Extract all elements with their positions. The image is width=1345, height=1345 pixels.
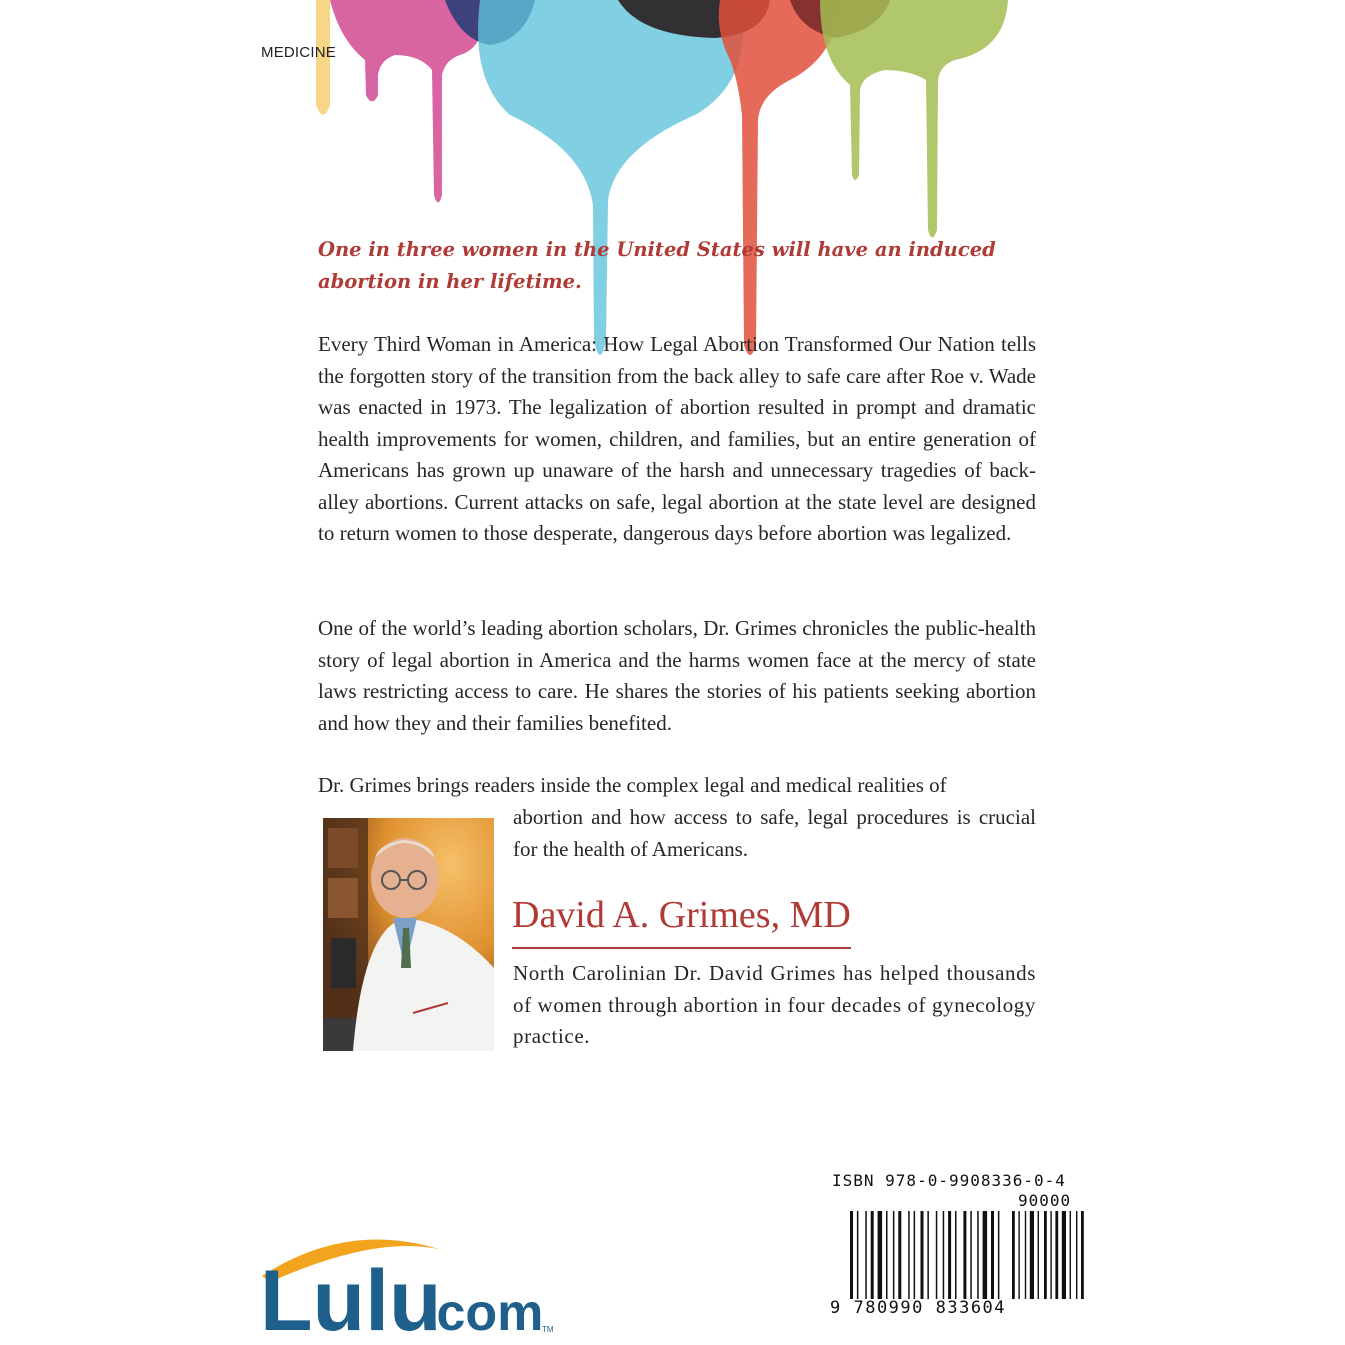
author-name-underline bbox=[512, 947, 851, 949]
author-name: David A. Grimes, MD bbox=[512, 894, 851, 936]
description-paragraph-3-intro: Dr. Grimes brings readers inside the complex legal and medical realities of bbox=[318, 773, 947, 797]
paint-drips-artwork bbox=[0, 0, 1345, 380]
price-code: 90000 bbox=[1018, 1191, 1072, 1210]
author-bio: North Carolinian Dr. David Grimes has helped thousands of women through abortion in four decades of gynecology practice. bbox=[513, 961, 1036, 1048]
isbn-label: ISBN 978-0-9908336-0-4 bbox=[832, 1171, 1066, 1190]
lulu-logo-trademark: TM bbox=[542, 1325, 554, 1334]
tagline: One in three women in the United States will have an induced abortion in her lifetime. bbox=[318, 238, 996, 293]
lulu-logo-suffix: .com bbox=[422, 1284, 544, 1338]
drip-magenta bbox=[330, 0, 483, 203]
isbn-barcode bbox=[848, 1211, 1088, 1299]
barcode-digits: 9 780990 833604 bbox=[830, 1298, 1007, 1318]
drip-green bbox=[820, 0, 1008, 238]
description-paragraph-3-rest: abortion and how access to safe, legal procedures is crucial for the health of Americans. bbox=[513, 805, 1036, 861]
drip-cyan bbox=[478, 0, 743, 355]
description-paragraph-2: One of the world’s leading abortion scholars, Dr. Grimes chronicles the public-health story of legal abortion in America and the harms women face at the mercy of state laws restricting access to care. He shares the stories of his patients seeking abortion and how they and their families benefited. bbox=[318, 616, 1036, 735]
drip-coral bbox=[719, 0, 840, 355]
lulu-logo bbox=[258, 1228, 558, 1338]
book-category: MEDICINE bbox=[261, 44, 336, 61]
description-paragraph-1: Every Third Woman in America: How Legal Abortion Transformed Our Nation tells the forgotten story of the transition from the back alley to safe care after Roe v. Wade was enacted in 1973. The legalization of abortion resulted in prompt and dramatic health improvements for women, children, and families, but an entire generation of Americans has grown up unaware of the harsh and unnecessary tragedies of back-alley abortions. Current attacks on safe, legal abortion at the state level are designed to return women to those desperate, dangerous days before abortion was legalized. bbox=[318, 332, 1036, 545]
author-photo bbox=[323, 818, 494, 1051]
lulu-logo-main: Lulu bbox=[260, 1253, 442, 1338]
